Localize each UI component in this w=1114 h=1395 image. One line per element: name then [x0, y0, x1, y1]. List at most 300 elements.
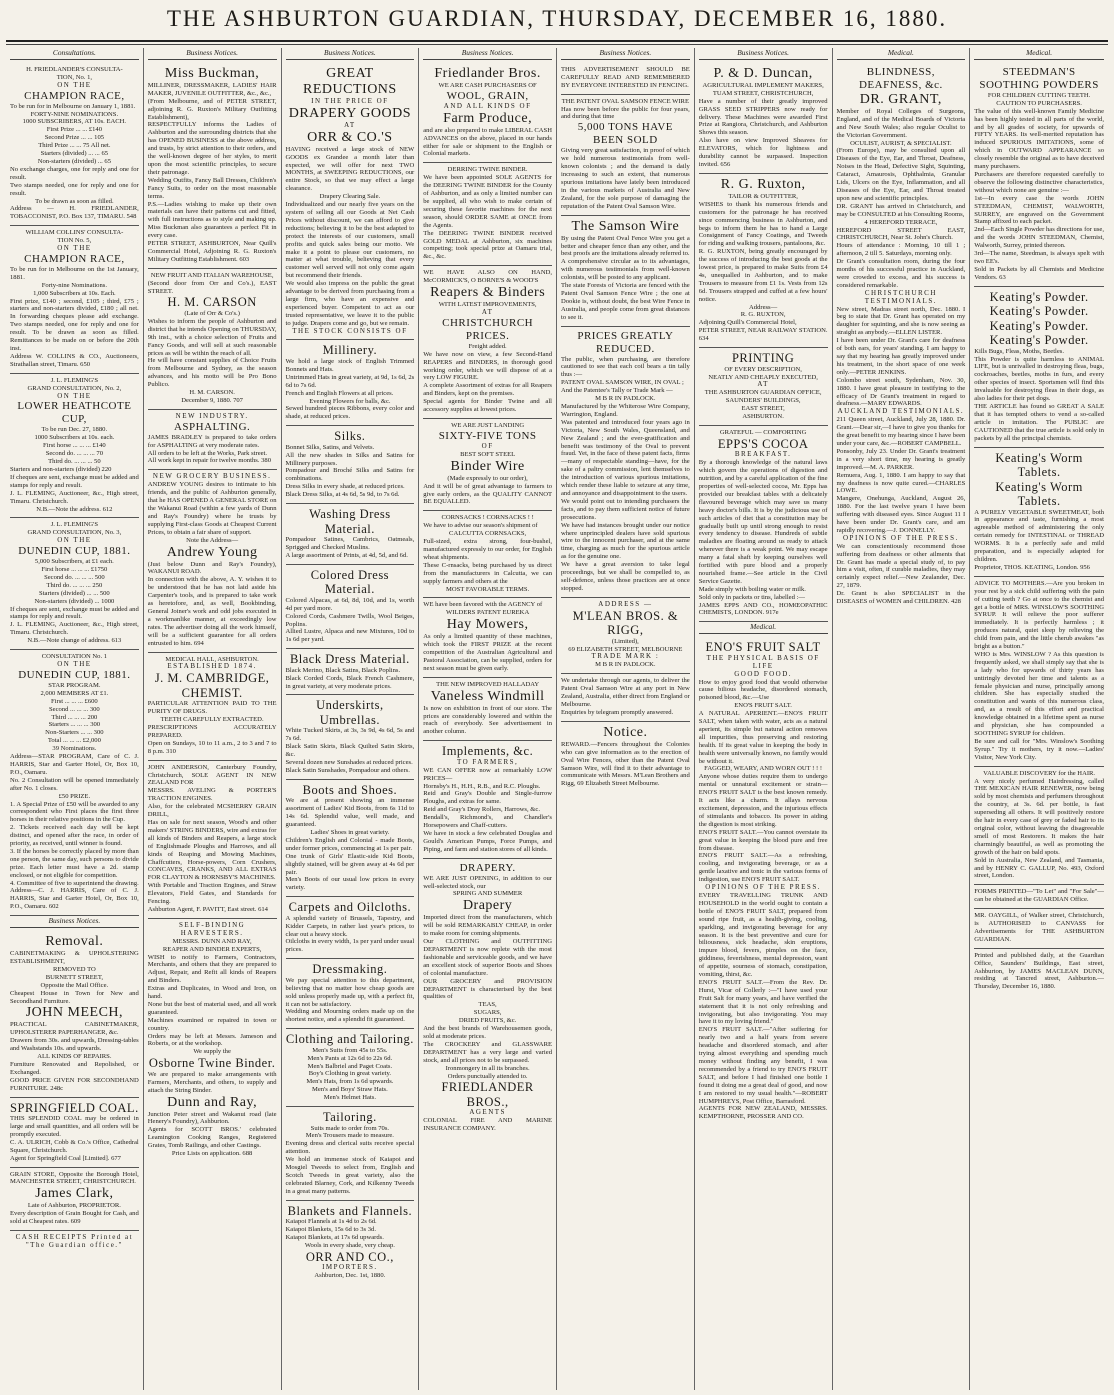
ad-line: SAUNDERS' BUILDINGS,: [725, 397, 801, 405]
ad-line: CALCUTTA CORNSACKS,: [449, 530, 527, 538]
advertisement: [148, 653, 277, 761]
ad-line: A comprehensive circular as to its advantages, with numerous testimonials from well-known colonists, will be posted to any applicant.: [561, 258, 690, 282]
ad-line: We hold a large stock of English Trimmed Bonnets and Hats.: [285, 357, 415, 373]
ad-line: Giving very great satisfaction, in proof of which we hold numerous testimonials from well-known colonists ; and the demand is daily increasing to such an extent, that numerous spurious imitations have lately been introduced in the various markets of Australia and New Zealand, for the sole purpose of damaging the reputation of the Patent Oval Samson Wire.: [561, 147, 690, 210]
ad-line: NEW FRUIT AND ITALIAN WAREHOUSE,: [150, 271, 274, 279]
ad-line: Hay Mowers,: [446, 617, 529, 633]
column-section-header: Business Notices.: [148, 48, 277, 60]
ad-line: JOHN MEECH,: [25, 1005, 124, 1021]
ad-line: Address—C. J. HARRIS, Care of C. J. HARRIS, Star and Garter Hotel, Or, Box 10, P.O., Oamaru. 602: [10, 887, 139, 911]
ad-line: J. L. FLEMING'S: [50, 376, 99, 384]
ad-line: Have a number of their greatly improved GRASS SEED STRIPPERS now ready for delivery. These Machines were awarded First Prize at Rangiora, Christchurch, and Ashburton Shows this season.: [698, 97, 828, 137]
column-section-header: Business Notices.: [286, 48, 415, 60]
ad-line: Anyone whose duties require them to undergo mental or unnatural excitement or strain—ENO'S FRUIT SALT is the best known remedy. It acts like a charm. It allays nervous excitement, depression, and the injurious effects of stimulants and tobacco. Its power in aiding the digestion is most striking.: [698, 773, 828, 828]
ad-line: REMOVED TO: [52, 965, 96, 973]
ad-line: ASPHALTING.: [173, 420, 251, 433]
ad-line: THE ARTICLE has found so GREAT A SALE that it has tempted others to vend a so-called article in imitation. The PUBLIC are CAUTIONED that the true article is sold only in packets by all the principal chemists.: [974, 403, 1104, 442]
ad-line: Printed and published daily, at the Guardian Office, Saunders' Buildings, East street, Ashburton, by JAMES MACLEAN DUNN, residing at Tancred street, Ashburton.—Thursday, December 16, 1880.: [974, 951, 1104, 991]
ad-line: GRAND CONSULTATION, No. 3,: [27, 529, 122, 537]
ad-line: Kaiapoi Blankets, at 17s 6d upwards.: [285, 1234, 384, 1242]
ad-line: WOOL, GRAIN,: [446, 89, 529, 102]
column-section-header: Business Notices.: [10, 916, 139, 928]
ad-line: We have now on view, a few Second-Hand REAPERS and BINDERS, in thorough good working order, which we will dispose of at a very LOW FIGURE.: [423, 350, 552, 382]
ad-line: Several dozen new Sunshades at reduced prices.: [285, 759, 413, 767]
advertisement: [423, 598, 552, 677]
ad-line: TUAM STREET, CHRISTCHURCH,: [712, 89, 814, 97]
ad-line: IN THE PRICE OF: [311, 96, 389, 105]
ad-line: EAST STREET,: [741, 405, 785, 413]
ad-line: Proprietor, THOS. KEATING, London. 956: [974, 563, 1090, 571]
ad-line: Forty-nine Nominations.: [41, 281, 107, 289]
ad-line: OPINIONS OF THE PRESS.: [843, 533, 959, 542]
ad-line: Second Prize ... ... 105: [44, 134, 105, 142]
ad-line: PATENT OVAL SAMSON WIRE, IN OVAL ;: [561, 379, 684, 387]
ad-line: WHO is Mrs. WINSLOW ? As this question is frequently asked, we shall simply say that she is a lady who for upwards of thirty years has untiringly devoted her time and talents as a female physician and nurse, principally among children. She has especially studied the constitution and wants of this numerous class, and, as a result of this effort and practical knowledge obtained in a lifetime spent as nurse and physician, she has compounded a SOOTHING SYRUP for children.: [974, 650, 1104, 737]
ad-line: DR. GRANT,: [859, 91, 942, 107]
ad-line: CORNSACKS ! CORNSACKS ! !: [441, 514, 534, 522]
ad-line: We can conscientiously recommend those suffering from deafness or other ailments that Dr. Grant has made a special study of, to pay him a visit, often, if curable maladies, they may certainly expect relief.—New Zealander, Dec. 27, 1879.: [836, 542, 966, 590]
ad-line: Clothing and Tailoring.: [285, 1032, 414, 1047]
ad-line: Men's Balbriel and Paget Coats.: [307, 1062, 393, 1070]
ad-line: Note the Address—: [186, 536, 239, 544]
ad-line: Men's Suits from 45s to 55s.: [312, 1046, 388, 1054]
ad-line: R. G. Ruxton,: [720, 176, 806, 192]
advertisement: [148, 761, 277, 919]
ad-line: We have in stock a few celebrated Douglas and Gould's American Pumps, Force Pumps, and Piping, and farm and station stores of all kinds.: [423, 829, 552, 853]
advertisement: [286, 1201, 415, 1284]
ad-line: Non-starters (divided) ... 1000: [34, 597, 115, 605]
ad-line: A large assortment of Prints, at 4d, 5d, and 6d.: [285, 551, 408, 559]
ad-line: THE PHYSICAL BASIS OF LIFE: [706, 653, 820, 670]
ad-line: Dress Silks in every shade, at reduced prices.: [285, 483, 405, 491]
ad-line: PRACTICAL CABINETMAKER, UPHOLSTERER PAPERHANGER, &c.: [10, 1021, 139, 1037]
advertisement: [286, 1107, 415, 1201]
ad-line: ENO'S FRUIT SALT.—From the Rev. Dr. Hurst, Vicar of Collerly :—"I have used your Fruit Salt for many years, and have verified the statement that it is not only refreshing and invigorating, but also invigorating. You may have it to my loving friend.": [698, 978, 828, 1026]
advertisement: [10, 518, 139, 650]
ad-line: TEAS,: [478, 1001, 497, 1009]
ad-line: (Second door from Orr and Co's.), EAST STREET.: [147, 279, 277, 295]
advertisement: [974, 63, 1104, 287]
page-column: [695, 48, 833, 1390]
advertisement: [699, 426, 828, 622]
ad-line: Has on sale for next season, Wood's and other makers' STRING BINDERS, wire and extras for all kinds of Binders and Reapers, a large stock of Englishmade Ploughs and Harrows, and all kinds of Reaping and Mowing Machines, Chaffcutters, Horse-powers, Corn Crushers, CONCAVES, CRANKS, AND ALL EXTRAS FOR CLAYTON & HORNSBY'S MACHINES.: [147, 819, 277, 882]
ad-line: WE have been favored with the AGENCY of: [423, 601, 543, 609]
ad-line: Sold in Australia, New Zealand, and Tasmania, and by HENRY C. GALLUP, No. 493, Oxford street, London.: [974, 856, 1104, 880]
ad-line: This Powder is quite harmless to ANIMAL LIFE, but is unrivalled in destroying fleas, bugs, cockroaches, beetles, moths in furs, and every other species of insect. Sportsmen will find this invaluable for destroying fleas in their dogs, as also ladies for their pet dogs.: [974, 355, 1104, 403]
ad-line: CASH RECEIPTS Printed at "The Guardian office.": [15, 1233, 134, 1249]
ad-line: With Portable and Traction Engines, and Straw Elevators, Field Gates, and Standards for Fencing.: [147, 882, 277, 906]
ad-line: ON THE: [57, 660, 92, 668]
ad-line: Third ... ... ... 200: [51, 713, 98, 721]
ad-line: Dressmaking.: [312, 962, 388, 977]
ad-line: Black Merino, Black Satins, Black Poplins.: [285, 666, 401, 674]
column-section-header: Consultations.: [10, 48, 139, 60]
advertisement: [10, 931, 139, 1098]
ad-line: Farm Produce,: [443, 110, 533, 126]
advertisement: [699, 348, 828, 426]
ad-line: OUR GROCERY and PROVISION DEPARTMENT is characterised by the best qualities of: [423, 977, 552, 1001]
advertisement: [423, 163, 552, 266]
ad-line: Price Lists on application. 688: [171, 1150, 253, 1158]
ad-line: And the best brands of Warehousemen goods, sold at moderate prices.: [423, 1025, 552, 1040]
ad-line: 5,000 Subscribers, at £1 each.: [34, 558, 114, 566]
ad-line: Bendall's, Richmond's, and Chandler's Horsepowers and Chaff-cutters.: [423, 814, 552, 830]
ad-line: GRAIN STORE, Opposite the Borough Hotel, MANCHESTER STREET, CHRISTCHURCH.: [10, 1170, 139, 1186]
ad-line: FOR CHILDREN CUTTING TEETH.: [987, 91, 1091, 99]
ad-line: CHAMPION RACE,: [24, 89, 125, 102]
ad-line: Mangere, Onehunga, Auckland, August 26, 1880. For the last twelve years I have been suffering with diseased eyes. Since August 11 I have been under Dr. Grant's care, and am rapidly recovering.—J. DONNELLY.: [836, 495, 966, 534]
ad-line: N.B.—Note the address. 612: [36, 505, 113, 513]
advertisement: [286, 504, 415, 565]
ad-line: THE STOCK CONSISTS OF: [292, 326, 408, 335]
ad-line: French and English Flowers at all prices.: [285, 389, 394, 397]
ad-line: Address—STAR PROGRAM, Care of C. J. HARRIS, Star and Garter Hotel, Or, Box 10, P.O., Oamaru.: [10, 753, 139, 776]
ad-line: Millinery.: [322, 343, 378, 358]
ad-line: MILLINER, DRESSMAKER, LADIES' HAIR MAKER, JUVENILE OUTFITTER, &c., &c.,: [147, 81, 277, 97]
page-column: [557, 48, 695, 1390]
ad-line: (From Europe), may be consulted upon all Diseases of the Eye, Ear, and Throat, Deafness, Noises in the Head, Defective Sight, Squinting, Cataract, Amaurosis, Ophthalmia, Granular Lids, Ulcers on the Eye, Inflammation, and all Diseases of the Eye, Ear, and Throat treated upon new and scientific principles.: [836, 147, 966, 202]
ad-line: WE ARE JUST OPENING, in addition to our well-selected stock, our: [423, 874, 552, 890]
column-section-header: Business Notices.: [699, 48, 828, 60]
newspaper-page: [6, 48, 1108, 1390]
ad-line: ALL KINDS OF REPAIRS.: [37, 1053, 112, 1061]
page-column: [144, 48, 282, 1390]
advertisement: [837, 63, 966, 610]
ad-line: Hornsby's H., H.H., R.B., and R.C. Ploughs.: [423, 782, 541, 790]
ad-line: We have to advise our season's shipment of: [423, 522, 538, 530]
advertisement: [561, 674, 690, 722]
ad-line: CHEMIST.: [181, 685, 243, 700]
advertisement: [423, 266, 552, 419]
ad-line: JAMES EPPS AND CO., HOMŒOPATHIC CHEMISTS, LONDON. 917e: [698, 601, 828, 617]
ad-line: Men's Hats, from 1s 6d upwards.: [306, 1078, 394, 1086]
ad-line: HAVING received a large stock of NEW GOODS ex Grandee a month later than expected, we will offer for next TWO MONTHS, at SWEEPING REDUCTIONS, our entire Stock, so that we may effect a large clearance.: [285, 145, 415, 193]
ad-line: JOHN ANDERSON, Canterbury Foundry, Christchurch, SOLE AGENT IN NEW ZEALAND FOR: [147, 763, 277, 787]
ad-line: ENO'S FRUIT SALT: [705, 640, 821, 655]
ad-line: Black Dress Silks, at 4s 6d, 5s 9d, to 7s 6d.: [285, 491, 400, 499]
ad-line: Vaneless Windmill: [430, 688, 545, 704]
ad-line: Miss Buckman,: [164, 65, 260, 81]
ad-line: J. L. FLEMING'S: [50, 521, 99, 529]
ad-line: We would point out to intending purchasers the facts, and to pay them sufficient notice of future prosecutions.: [561, 497, 690, 521]
ad-line: Agents for SCOTT BROS.' celebrated Leamington Cooking Ranges, Registered Grates, Tomb Railings, and other Castings.: [147, 1126, 277, 1150]
ad-line: Be sure and call for "Mrs. Winslow's Soothing Syrup." Try it mothers, try it now.—Ladies' Visitor, New York City.: [974, 737, 1104, 761]
ad-line: And the Patentee's Tally or Trade Mark —: [561, 387, 673, 395]
ad-line: Non-Starters ... ... 300: [45, 729, 104, 737]
ad-line: December 9, 1880. 707: [181, 396, 243, 404]
ad-line: CAUTION TO PURCHASERS.: [996, 99, 1082, 107]
ad-line: GOOD PRICE GIVEN FOR SECONDHAND FURNITURE. 248c: [10, 1076, 139, 1092]
ad-line: (Just below Dunn and Ray's Foundry), WAKANUI ROAD.: [147, 560, 277, 576]
ad-line: FORTY-NINE NOMINATIONS.: [30, 110, 119, 118]
ad-line: AUCKLAND TESTIMONIALS.: [837, 407, 965, 416]
column-section-header: Medical.: [974, 48, 1104, 60]
ad-line: Men's Helmet Hats.: [323, 1094, 377, 1102]
advertisement: [286, 649, 415, 695]
ad-line: Purchasers are therefore requested carefully to observe the following distinctive characteristics, without which none are genuine :—: [974, 170, 1104, 194]
advertisement: [423, 859, 552, 1137]
ad-line: To be run Dec. 27, 1880.: [41, 426, 108, 434]
advertisement: [561, 598, 690, 675]
ad-line: FRIEDLANDER BROS.,: [441, 1080, 534, 1109]
ad-line: The CROCKERY and GLASSWARE DEPARTMENT has a very large and varied stock, and all prices not to be surpassed.: [423, 1040, 552, 1064]
ad-line: THE NEW IMPROVED HALLADAY: [436, 680, 540, 688]
ad-line: 69 ELIZABETH STREET, MELBOURNE: [568, 645, 683, 653]
ad-line: 2nd—Each Single Powder has directions for use, and the words JOHN STEEDMAN, Chemist, Walworth, Surrey, printed thereon.: [974, 226, 1104, 250]
ad-line: Address — H. FRIEDLANDER, TOBACCONIST, P.O. Box 137, TIMARU. 548: [10, 205, 139, 221]
ad-line: P.S.—Ladies wishing to make up their own materials can have their patterns cut and fitted, with full instructions as to style and making up. Miss Buckman also guarantees a perfect Fit in every case.: [147, 200, 277, 240]
ad-line: Manufactured by the Whiterose Wire Company, Warrington, England.: [561, 403, 690, 418]
ad-line: SPRINGFIELD COAL.: [10, 1100, 139, 1115]
ad-line: The state Forests of Victoria are fenced with the Patent Oval Samson Fence Wire ; the one at Dookie is, without doubt, the best Wire Fence in Australia, and people come from great distances to see it.: [561, 282, 690, 321]
ad-line: DR. GRANT has arrived in Christchurch, and may be CONSULTED at his Consulting Rooms,: [836, 202, 966, 218]
ad-line: AT: [481, 307, 494, 316]
ad-line: ADDRESS —: [598, 599, 653, 608]
ad-line: Special agents for Binder Twine and all accessory supplies at lowest prices.: [423, 398, 552, 414]
ad-line: Orders may be left at Messrs. Jameson and Roberts, or at the workshop.: [147, 1032, 277, 1048]
ad-line: Andrew Young: [166, 544, 258, 560]
ad-line: Non-starters (divided) ... 65: [37, 157, 111, 165]
ad-line: THIS SPLENDID COAL may be ordered in large and small quantities, and all orders will be promptly executed.: [10, 1115, 139, 1138]
column-section-header: Business Notices.: [561, 48, 690, 60]
ad-line: To be run for in Melbourne on the 1st January, 1881.: [10, 265, 139, 281]
ad-line: We are prepared to make arrangements with Farmers, Merchants, and others, to supply and attach the String Binder.: [147, 1070, 277, 1094]
ad-line: 1000 Subscribers at 10s. each.: [34, 434, 115, 442]
ad-line: Is now on exhibition in front of our store. The prices are considerably lowered and within the reach of everybody. See advertisement in another column.: [423, 704, 552, 736]
ad-line: Drapery Clearing Sale.: [319, 193, 381, 201]
ad-line: Our CLOTHING and OUTFITTING DEPARTMENT is now replete with the most fashionable and serviceable goods, and we have an excellent stock of superior Boots and Shoes of colonial manufacture.: [423, 938, 552, 977]
ad-line: Every description of Grain Bought for Cash, and sold at Cheapest rates. 609: [10, 1210, 139, 1226]
ad-line: GRATEFUL — COMFORTING: [719, 428, 807, 436]
ad-line: R. G. RUXTON, being greatly encouraged by the success of introducing the best goods at the lowest price, is prepared to make Suits from £4 4s, unequalled in Ashburton, and to make Trousers to measure from £1 1s. Vests from 12s 6d. Trousers strapped and cuffed at a few hours' notice.: [698, 248, 828, 303]
ad-line: Wools in every shade, very cheap.: [304, 1241, 395, 1249]
ad-line: MR. OAYGILL, of Walker street, Christchurch, is AUTHORISED to CANVASS for Advertisements for THE ASHBURTON GUARDIAN.: [974, 912, 1104, 943]
advertisement: [561, 216, 690, 327]
ad-line: ESTABLISHED 1874.: [167, 662, 257, 671]
ad-line: Third do. ... ... ... 250: [46, 581, 103, 589]
ad-line: Wedding and Mourning orders made up on the shortest notice, and a splendid fit guaranteed.: [285, 1008, 415, 1024]
ad-line: All the new shades in Silks and Satins for Millinery purposes.: [285, 451, 415, 467]
ad-line: Kills Bugs, Fleas, Moths, Beetles.: [974, 347, 1064, 355]
ad-line: AT: [757, 380, 769, 389]
page-column: [282, 48, 420, 1390]
ad-line: Address—: [749, 303, 778, 311]
ad-line: And it will be of great advantage to farmers to give early orders, as the QUALITY CANNOT BE EQUALLED.: [423, 482, 552, 506]
ad-line: Third do. ... ... ... 50: [48, 458, 101, 466]
ad-line: ENO'S FRUIT SALT.—"After suffering for nearly two and a half years from severe headache and disordered stomach, and after trying almost everything and spending much money without finding any benefit, I was recommended by a friend to try ENO'S FRUIT SALT, and before I had finished one bottle I found it doing me a great deal of good, and now I am restored to my usual health."—ROBERT HUMPHREYS, Post Office, Barrasford.: [698, 1026, 828, 1105]
ad-line: ENO'S FRUIT SALT.—You cannot overstate its great value in keeping the blood pure and free from disease.: [698, 828, 828, 852]
page-column: [970, 48, 1108, 1390]
ad-line: Made simply with boiling water or milk.: [698, 585, 806, 593]
ad-line: Reid and Gray's Dray Rollers, Harrows, &c.: [423, 806, 540, 814]
advertisement: [286, 959, 415, 1029]
ad-line: No exchange charges, one for reply and one for result.: [10, 165, 139, 181]
ad-line: BURNETT STREET,: [45, 973, 104, 981]
ad-line: First Prize ... ... £140: [46, 126, 103, 134]
ad-line: Keating's Powder.: [989, 333, 1089, 348]
ad-line: The Samson Wire: [571, 218, 680, 234]
ad-line: We would also impress on the public the great advantage to be derived from purchasing from a large firm, who have an expensive and experienced buyer. Competent to act as our trusted representative, we leave it to the public to judge. Drapers come and go, but we remain.: [285, 280, 415, 327]
ad-line: PRICES GREATLY REDUCED.: [577, 329, 674, 355]
ad-line: Drawers from 30s. and upwards, Dressing-tables and Washstands 10s. and upwards.: [10, 1037, 139, 1053]
ad-line: THE PATENT OVAL SAMSON FENCE WIRE: [561, 97, 689, 105]
ad-line: MESSRS. AVELING & PORTER'S TRACTION ENGINES.: [147, 787, 277, 803]
ad-line: First ... ... ... £600: [51, 697, 98, 705]
ad-line: If cheques are sent, exchange must be added and stamps for reply and result.: [10, 473, 139, 489]
ad-line: GRAND CONSULTATION, No. 2,: [27, 384, 122, 392]
advertisement: [423, 678, 552, 742]
ad-line: Removal.: [45, 934, 104, 950]
ad-line: Allied Lustre, Alpaca and new Mixtures, 10d to 1s 6d per yard.: [285, 628, 415, 644]
ad-line: Was patented and introduced four years ago in Victoria, New South Wales, Queensland, and New Zealand ; and the ever-gratification and benefit was testimony of the Oval to prevent fraud. Yet, in the face of these patent facts, firms—many of respectable standing—have, for the sake of a paltry commission, lent themselves to the introduction of various spurious imitations, which render these liable to seizure at any time, and annoyance and disappointment to the users.: [561, 418, 690, 497]
ad-line: OCULIST, AURIST, & SPECIALIST.: [850, 139, 952, 147]
ad-line: We have a great aversion to take legal proceedings, but we shall be compelled to, as self-defence, unless those practices are at once stopped.: [561, 561, 690, 592]
ad-line: TION No. 5,: [57, 237, 92, 245]
ad-line: PRINTING: [731, 351, 795, 366]
ad-line: Agent for Springfield Coal [Limited]. 677: [10, 1154, 121, 1162]
ad-line: ENO'S FRUIT SALT.: [734, 702, 792, 710]
ad-line: Reapers & Binders: [430, 285, 546, 301]
ad-line: COLONIAL FIRE AND MARINE INSURANCE COMPANY.: [423, 1117, 552, 1133]
ad-line: How to enjoy good food that would otherwise cause bilious headache, disordered stomach, poisoned blood, &c.—Use: [698, 678, 828, 702]
ad-line: ORR AND CO.,: [305, 1249, 394, 1264]
page-column: [419, 48, 557, 1390]
ad-line: Notice.: [603, 724, 648, 740]
ad-line: IMPORTERS.: [322, 1263, 378, 1272]
ad-line: DRIED FRUITS, &c.: [458, 1017, 517, 1025]
ad-line: WE CAN OFFER now at remarkably LOW PRICES—: [423, 766, 552, 782]
ad-line: All work kept in repair for twelve months. 380: [147, 457, 271, 465]
ad-line: Dunn and Ray,: [167, 1094, 258, 1110]
ad-line: 1. A Special Prize of £50 will be awarded to any correspondent who First places the first three horses in their relative positions in the Cup.: [10, 800, 139, 824]
ad-line: James Clark,: [35, 1186, 114, 1202]
ad-line: Third Prize ... ... 75 All net.: [38, 142, 111, 150]
ad-line: BEST SOFT STEEL: [460, 450, 516, 458]
ad-line: TEETH CAREFULLY EXTRACTED.: [160, 716, 264, 724]
ad-line: Sold in Packets by all Chemists and Medicine Vendors. 63: [974, 265, 1104, 281]
advertisement: [974, 909, 1104, 949]
ad-line: H. M. CARSON: [167, 295, 257, 310]
advertisement: [10, 374, 139, 519]
ad-line: VALUABLE DISCOVERY for the HAIR.: [983, 769, 1096, 777]
ad-line: SIXTY-FIVE TONS: [438, 429, 537, 442]
ad-line: TRADE MARK :: [591, 652, 660, 661]
ad-line: WE ARE JUST LANDING: [451, 422, 525, 429]
ad-line: Individualized and our nearly five years on the system of selling all our Goods at Net Cash Prices without discount, we can afford to give reductions; believing it to be the best adapted to protect the interests of our customers, small profits and quick sales being our motto. We make it a point to please our customers, no matter at what trouble, believing that every customer well served will not only come again but recommend their friends.: [285, 201, 415, 280]
ad-line: TION, No. 1,: [56, 73, 93, 81]
advertisement: [286, 1029, 415, 1107]
ad-line: Men's and Boys' Straw Hats.: [311, 1086, 388, 1094]
ad-line: We supply the: [193, 1048, 231, 1056]
advertisement: [974, 448, 1104, 577]
advertisement: [699, 174, 828, 348]
ad-line: Hours of attendance : Morning, 10 till 1 ; afternoon, 2 till 5. Saturdays, morning only.: [836, 242, 966, 258]
ad-line: 3. If the horses be correctly placed by more than one person, the same day, such persons to divide prize. Each letter must have a 2d. stamp enclosed, or not eligible for competition.: [10, 847, 139, 879]
ad-line: Kaiapoi Blankets, 15s 6d to 3s 3d.: [285, 1226, 376, 1234]
ad-line: ENO'S FRUIT SALT.—As a refreshing, cooling, and invigorating beverage, or as a gentle laxative and tonic in the various forms of indigestion, use ENO'S FRUIT SALT.: [698, 852, 828, 884]
advertisement: [423, 63, 552, 163]
ad-line: 5,000 TONS HAVE BEEN SOLD: [577, 121, 673, 147]
advertisement: [148, 470, 277, 652]
ad-line: Also, for the celebrated MCSHERRY GRAIN DRILL,: [147, 803, 277, 819]
ad-line: Carpets and Oilcloths.: [288, 900, 412, 915]
ad-line: Starters (divided) ... ... 65: [40, 150, 109, 158]
advertisement: [423, 741, 552, 858]
ad-line: £50 PRIZE.: [58, 792, 91, 800]
ad-line: The DEERING TWINE BINDER received GOLD MEDAL at Ashburton, six machines competing; took special prize at Oamaru trial, &c., &c.: [423, 229, 552, 261]
ad-line: PARTICULAR ATTENTION PAID TO THE PURITY OF DRUGS.: [147, 700, 277, 716]
ad-line: JAMES BRADLEY is prepared to take orders for ASPHALTING at very moderate rates.: [147, 433, 277, 449]
ad-line: ON THE: [57, 244, 92, 253]
ad-line: The value of this well-known Family Medicine has been highly tested in all parts of the world, and by all grades of society, for upwards of FIFTY YEARS. Its well-merited reputation has induced SPURIOUS IMITATIONS, some of which in OUTWARD APPEARANCE so closely resemble the original as to have deceived many purchasers.: [974, 107, 1104, 171]
ad-line: Two stamps needed, one for reply and one for result.: [10, 181, 139, 197]
ad-line: 1,000 Subscribers at 10s. Each.: [33, 289, 116, 297]
ad-line: CHRISTCHURCH TESTIMONIALS.: [864, 288, 937, 305]
ad-line: Also have on view Improved Sheaves for ELEVATORS, which for lightness and durability cannot be surpassed. Inspection invited. 656: [698, 137, 828, 168]
ad-line: We hold an immense stock of Kaiapoi and Mosgiel Tweeds to select from, English and Scotch Tweeds in great variety, also the celebrated Blarney, Cork, and Kilkenny Tweeds in a great many patterns.: [285, 1156, 415, 1195]
ad-line: Starters ... ... ... 300: [48, 721, 101, 729]
ad-line: Ironmongery in all its branches.: [445, 1064, 530, 1072]
advertisement: [286, 565, 415, 649]
ad-line: Pompadour and Broché Silks and Satins for combinations.: [285, 467, 415, 483]
ad-line: All orders to be left at the Works, Park street.: [147, 449, 268, 457]
ad-line: No. 2 Consultation will be opened immediately after No. 1 closes.: [10, 776, 139, 792]
ad-line: THE ASHBURTON GUARDIAN OFFICE,: [704, 389, 822, 397]
ad-line: WE HAVE ALSO ON HAND, McCORMICK'S, O BORNE'S & WOOD'S: [423, 269, 552, 285]
ad-line: Open on Sundays, 10 to 11 a.m., 2 to 3 and 7 to 8 p.m. 310: [147, 739, 277, 755]
ad-line: I have been under Dr. Grant's care for deafness of both ears, for years' standing. I am happy to say that my hearing has greatly improved under his treatment, in the short space of one week only.—PETER JENKINS.: [836, 337, 966, 376]
ad-line: C. A. ULRICH, Cobb & Co.'s Office, Cathedral Square, Christchurch.: [10, 1138, 139, 1154]
column-section-header: Business Notices.: [423, 48, 552, 60]
ad-line: Extras and Duplicates, in Wood and Iron, on hand.: [147, 985, 277, 1001]
masthead-title: THE ASHBURTON GUARDIAN, THURSDAY, DECEMBER 16, 1880.: [166, 6, 948, 31]
ad-line: WISH to notify to Farmers, Contractors, Merchants, and others that they are prepared to Adjust, Repair, and Refit all kinds of Reapers and Binders.: [147, 953, 277, 985]
ad-line: CHAMPION RACE,: [24, 252, 125, 265]
ad-line: Wedding Outfits, Fancy Ball Dresses, Children's Fancy Suits, to order on the most reasonable terms.: [147, 176, 277, 200]
ad-line: DERRING TWINE BINDER.: [447, 166, 528, 174]
ad-line: NEW INDUSTRY.: [175, 411, 249, 420]
ad-line: ON THE: [57, 536, 92, 545]
advertisement: [561, 722, 690, 792]
ad-line: We have had instances brought under our notice where unprincipled dealers have sold spurious wire to the innocent purchaser, and at the same time, charging as much for the spurious article as for the genuine one.: [561, 521, 690, 561]
ad-line: None but the best of material used, and all work guaranteed.: [147, 1000, 277, 1016]
ad-line: MEDICAL HALL, ASHBURTON.: [165, 655, 259, 663]
ad-line: Men's Trousers made to measure.: [305, 1132, 394, 1140]
ad-line: ON THE: [57, 391, 92, 400]
ad-line: PETER STREET, NEAR RAILWAY STATION. 634: [698, 327, 828, 343]
ad-line: Underskirts, Umbrellas.: [316, 698, 384, 727]
ad-line: Late of Ashburton, PROPRIETOR.: [27, 1202, 121, 1210]
advertisement: [561, 327, 690, 598]
ad-line: REWARD.—Fencers throughout the Colonies who can give information as to the erection of Oval Wire Fences, other than the Patent Oval Samson Wire, will find it to their advantage to communicate with Messrs. M'Lean Brothers and Rigg, 69 Elizabeth Street Melbourne.: [561, 740, 690, 788]
ad-line: M B R IN PADLOCK.: [595, 661, 656, 669]
ad-line: 4. Committee of five to superintend the drawing.: [10, 879, 139, 887]
ad-line: CONSULTATION No. 1: [41, 653, 108, 661]
advertisement: [974, 885, 1104, 909]
ad-line: Implements, &c.: [442, 744, 534, 759]
ad-line: STEEDMAN'S SOOTHING POWDERS: [979, 65, 1099, 91]
ad-line: Colombo street south, Sydenham, Nov. 30, 1880. I have great pleasure in testifying to the efficacy of Dr Grant's treatment in regard to deafness.—MARY EDWARDS.: [836, 376, 966, 408]
ad-line: Black Satin Skirts, Black Quilted Satin Skirts, &c.: [285, 743, 415, 759]
ad-line: and are also prepared to make LIBERAL CASH ADVANCES on the above, placed in our hands either for sale or shipment to the English or Colonial markets.: [423, 126, 552, 158]
ad-line: 3rd—The name, Steedman, is always spelt with two EE's.: [974, 250, 1104, 265]
ad-line: If cheques are sent, exchange must be added and stamps for reply and result.: [10, 605, 139, 621]
ad-line: SUGARS,: [473, 1009, 502, 1017]
ad-line: Evening dress and clerical suits receive special attention.: [285, 1140, 415, 1156]
ad-line: Second do. ... ... ... 500: [44, 573, 105, 581]
ad-line: AT: [344, 120, 356, 129]
advertisement: [561, 95, 690, 216]
